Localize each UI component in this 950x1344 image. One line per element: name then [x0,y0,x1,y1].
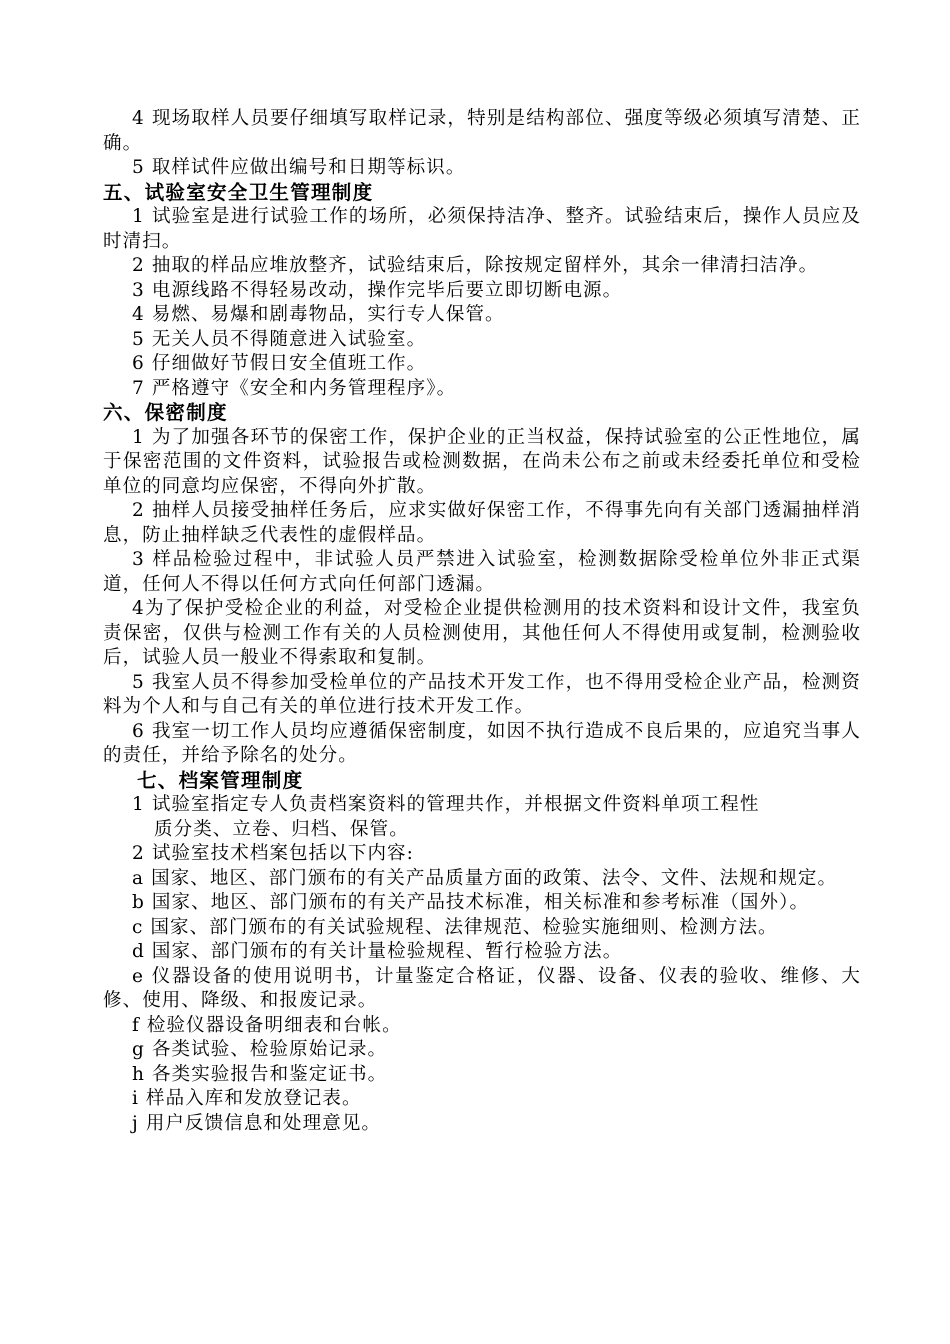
paragraph: 7 严格遵守《安全和内务管理程序》。 [132,377,457,399]
paragraph: 5 无关人员不得随意进入试验室。 [132,328,427,350]
paragraph: 6 我室一切工作人员均应遵循保密制度，如因不执行造成不良后果的，应追究当事人的责任，并给予除名的处分。 [103,720,861,766]
document-body [103,107,861,1136]
paragraph: d 国家、部门颁布的有关计量检验规程、暂行检验方法。 [132,941,623,962]
paragraph: 3 电源线路不得轻易改动，操作完毕后要立即切断电源。 [132,279,623,301]
paragraph: h 各类实验报告和鉴定证书。 [132,1063,388,1085]
section-heading: 七、档案管理制度 [137,768,304,792]
paragraph: 5 取样试件应做出编号和日期等标识。 [132,157,466,178]
paragraph: 4为了保护受检企业的利益，对受检企业提供检测用的技术资料和设计文件，我室负责保密，仅供与检测工作有关的人员检测使用，其他任何人不得使用或复制，检测验收后，试验人员一般业不得索取和复制。 [103,598,861,668]
paragraph: 5 我室人员不得参加受检单位的产品技术开发工作，也不得用受检企业产品，检测资料为个人和与自己有关的单位进行技术开发工作。 [103,671,861,717]
paragraph: 1 试验室是进行试验工作的场所，必须保持洁净、整齐。试验结束后，操作人员应及时清扫。 [103,206,861,252]
paragraph: 4 易燃、易爆和剧毒物品，实行专人保管。 [132,304,505,325]
paragraph: 2 试验室技术档案包括以下内容: [132,843,414,864]
paragraph: a 国家、地区、部门颁布的有关产品质量方面的政策、法令、文件、法规和规定。 [132,867,838,889]
paragraph: b 国家、地区、部门颁布的有关产品技术标准，相关标准和参考标准（国外）。 [132,892,810,913]
section-heading: 五、试验室安全卫生管理制度 [103,180,374,204]
paragraph: 2 抽样人员接受抽样任务后，应求实做好保密工作，不得事先向有关部门透漏抽样消息，防止抽样缺乏代表性的虚假样品。 [103,500,861,546]
paragraph: c 国家、部门颁布的有关试验规程、法律规范、检验实施细则、检测方法。 [132,916,778,938]
paragraph: 3 样品检验过程中，非试验人员严禁进入试验室，检测数据除受检单位外非正式渠道，任何人不得以任何方式向任何部门透漏。 [103,549,861,595]
paragraph-line: 1 试验室指定专人负责档案资料的管理共作，并根据文件资料单项工程性 [132,794,760,815]
section-heading: 六、保密制度 [103,401,228,424]
paragraph: 4 现场取样人员要仔细填写取样记录，特别是结构部位、强度等级必须填写清楚、正确。 [103,108,861,154]
paragraph: 2 抽取的样品应堆放整齐，试验结束后，除按规定留样外，其余一律清扫洁净。 [132,255,819,276]
paragraph: 6 仔细做好节假日安全值班工作。 [132,353,427,374]
paragraph-line: 质分类、立卷、归档、保管。 [154,818,409,840]
paragraph: i 样品入库和发放登记表。 [132,1088,362,1109]
paragraph [103,793,861,842]
paragraph: g 各类试验、检验原始记录。 [132,1039,388,1060]
paragraph: j 用户反馈信息和处理意见。 [132,1112,382,1134]
paragraph: 1 为了加强各环节的保密工作，保护企业的正当权益，保持试验室的公正性地位，属于保密范围的文件资料，试验报告或检测数据，在尚未公布之前或未经委托单位和受检单位的同意均应保密，不得向外扩散。 [103,426,861,497]
paragraph: f 检验仪器设备明细表和台帐。 [132,1014,402,1036]
paragraph: e 仪器设备的使用说明书，计量鉴定合格证，仪器、设备、仪表的验收、维修、大修、使用、降级、和报废记录。 [103,965,861,1011]
